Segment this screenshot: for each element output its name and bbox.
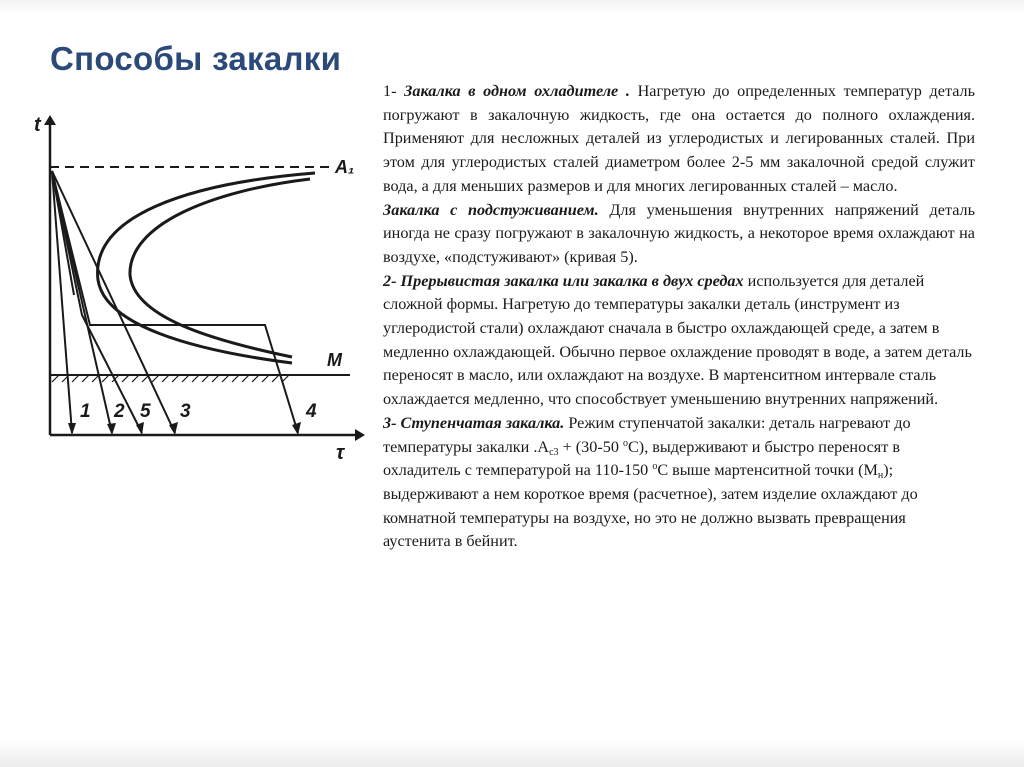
p4-body-b: + (30-50	[558, 437, 623, 456]
p4-body-d: С выше мартенситной точки (М	[657, 461, 878, 480]
curve-label-1: 1	[80, 401, 91, 422]
p4-body-a: Режим ступенчатой закалки: деталь нагревают до температуры закалки .А	[383, 413, 911, 456]
cooling-curve-4	[52, 171, 298, 433]
p3-term: 2- Прерывистая закалка или закалка в двух средах	[383, 271, 744, 290]
p1-term: Закалка в одном охладителе .	[404, 82, 630, 100]
paragraph-step-quench	[383, 412, 975, 554]
p4-sub-c3: c3	[549, 446, 559, 458]
p4-term: 3- Ступенчатая закалка.	[383, 413, 565, 432]
a1-label: A₁	[335, 157, 355, 177]
y-axis-arrow	[44, 115, 56, 125]
m-line-hatching	[52, 375, 289, 382]
p2-body: Для уменьшения внутренних напряжений деталь иногда не сразу погружают в закалочную жидкость, а некоторое время охлаждают на воздухе, «подстуживают» (кривая 5).	[383, 200, 976, 266]
p4-body-e: ); выдерживают а нем короткое время (расчетное), затем изделие охлаждают до комнатной температуры на воздухе, но это не должно вызвать превращения аустенита в бейнит.	[383, 461, 918, 551]
cooling-curve-4-branch	[52, 171, 74, 295]
x-axis-label: τ	[336, 442, 345, 464]
y-axis-label: t	[34, 114, 41, 136]
cooling-curves	[52, 171, 298, 433]
curve-label-5: 5	[140, 401, 151, 422]
curve-label-4: 4	[306, 401, 317, 422]
cooling-arrowheads	[68, 422, 301, 435]
p1-prefix: 1-	[383, 82, 405, 100]
paragraph-precooling	[383, 199, 975, 270]
paragraph-interrupted-quench	[383, 270, 975, 412]
p2-term: Закалка с подстуживанием.	[383, 200, 599, 219]
p3-body: используется для деталей сложной формы. Нагретую до температуры закалки деталь (инструмент из углеродистой стали) охлаждают сначала в быстро охлаждающей среде, а затем в медленно охлаждающей. Обычно первое охлаждение проводят в воде, а затем деталь переносят в масло, или охлаждают на воздухе. В мартенситном интервале сталь охлаждается медленно, что способствует уменьшению внутренних напряжений.	[383, 271, 972, 409]
slide-title: Способы закалки	[50, 40, 342, 77]
p4-body-c: С), выдерживают и быстро переносят в охладитель с температурой на 110-150	[383, 437, 900, 480]
quenching-diagram	[30, 95, 370, 475]
p1-body: Нагретую до определенных температур деталь погружают в закалочную жидкость, где она остается до полного охлаждения. Применяют для несложных деталей из углеродистых и легированных сталей. При этом для углеродистых сталей диаметром более 2-5 мм закалочной средой служит вода, а для меньших размеров и для многих легированных сталей – масло.	[383, 82, 975, 195]
cooling-curve-5	[52, 171, 142, 433]
p4-sub-n: н	[877, 470, 884, 482]
quenching-diagram-svg	[30, 95, 370, 475]
paragraph-single-quench	[383, 80, 975, 199]
x-axis-arrow	[355, 429, 365, 441]
curve-label-3: 3	[180, 401, 191, 422]
m-label: M	[327, 350, 342, 370]
body-text	[383, 80, 975, 554]
curve-label-2: 2	[114, 401, 125, 422]
p4-sup-o1: о	[623, 437, 628, 449]
cooling-curve-3	[52, 171, 175, 433]
p4-sup-o2: о	[652, 461, 658, 473]
